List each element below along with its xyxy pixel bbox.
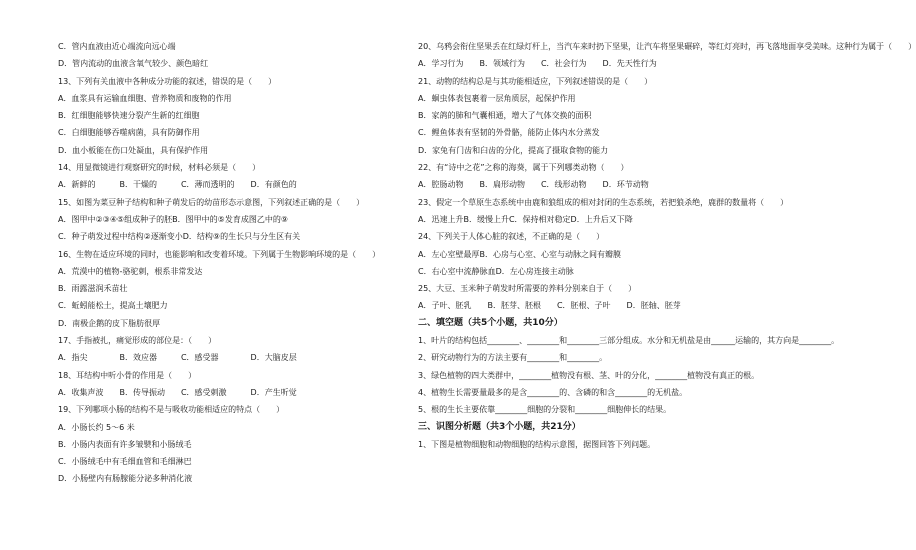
option-line: A．收集声波 B．传导振动 C．感受刺激 D．产生听觉: [58, 387, 297, 397]
option-line: D．血小板能在伤口处凝血，具有保护作用: [58, 145, 209, 155]
left-column: [58, 38, 388, 488]
question-line: 3、绿色植物的四大类群中，________植物没有根、茎、叶的分化，________植物没有真正的根。: [418, 370, 760, 380]
question-line: 23、假定一个草原生态系统中由鹿和狼组成的相对封闭的生态系统，若把狼杀绝，鹿群的数量将（ ）: [418, 197, 789, 207]
option-line: B．家鸽的肺和气囊相通，增大了气体交换的面积: [418, 111, 592, 121]
option-line: A．新鲜的 B．干燥的 C．薄而透明的 D．有颜色的: [58, 180, 297, 190]
right-column: [418, 38, 916, 453]
question-line: 15、如图为菜豆种子结构和种子萌发后的幼苗形态示意图，下列叙述正确的是（ ）: [58, 197, 365, 207]
option-line: D．南极企鹅的皮下脂肪很厚: [58, 318, 161, 328]
question-line: 4、植物生长需要量最多的是含________的、含磷的和含________的无机盐。: [418, 387, 688, 397]
option-line: C．鲤鱼体表有坚韧的外骨骼，能防止体内水分蒸发: [418, 128, 600, 138]
option-line: A．蛔虫体表包裹着一层角质层，起保护作用: [418, 93, 576, 103]
option-line: B．小肠内表面有许多皱襞和小肠绒毛: [58, 439, 192, 449]
option-line: C．白细胞能够吞噬病菌，具有防御作用: [58, 128, 200, 138]
option-line: D．家兔有门齿和臼齿的分化，提高了摄取食物的能力: [418, 145, 609, 155]
option-line: C．蚯蚓能松土，提高土壤肥力: [58, 301, 168, 311]
question-line: 2、研究动物行为的方法主要有________和________。: [418, 353, 608, 363]
question-line: 1、下图是植物细胞和动物细胞的结构示意图，据图回答下列问题。: [418, 439, 656, 449]
question-line: 14、用显微镜进行观察研究的时候，材料必须是（ ）: [58, 163, 261, 173]
option-line: A．图甲中②③④⑤组成种子的胚B．图甲中的⑤发育成图乙中的⑨: [58, 214, 288, 224]
option-line: B．雨露滋润禾苗壮: [58, 284, 128, 294]
section-heading: 二、填空题（共5个小题，共10分）: [418, 317, 563, 328]
question-line: 19、下列哪项小肠的结构不是与吸收功能相适应的特点（ ）: [58, 405, 285, 415]
section-heading: 三、识图分析题（共3个小题，共21分）: [418, 421, 581, 432]
option-line: A．血浆具有运输血细胞、营养物质和废物的作用: [58, 93, 232, 103]
option-line: D．小肠壁内有肠腺能分泌多种消化液: [58, 474, 193, 484]
question-line: 16、生物在适应环境的同时，也能影响和改变着环境。下列属于生物影响环境的是（ ）: [58, 249, 381, 259]
question-line: 20、乌鸦会衔住坚果丢在红绿灯杆上，当汽车来时扔下坚果，让汽车将坚果碾碎，等红灯亮时，再飞落地面享受美味。这种行为属于（ ）: [418, 42, 916, 51]
option-line: A．腔肠动物 B．扁形动物 C．线形动物 D．环节动物: [418, 180, 649, 190]
question-line: 5、根的生长主要依靠________细胞的分裂和________细胞伸长的结果。: [418, 405, 672, 415]
option-line: A．左心室壁最厚B．心房与心室、心室与动脉之间有瓣膜: [418, 249, 621, 259]
option-line: A．小肠长约 5～6 米: [58, 422, 135, 432]
question-line: 22、有“诗中之花”之称的海葵，属于下列哪类动物（ ）: [418, 163, 629, 173]
option-line: C．种子萌发过程中结构②逐渐变小D．结构⑨的生长只与分生区有关: [58, 232, 301, 242]
question-line: 17、手指被扎，痛觉形成的部位是：（ ）: [58, 336, 217, 346]
option-line: A．迅速上升B．缓慢上升C．保持相对稳定D．上升后又下降: [418, 214, 633, 224]
option-line: B．红细胞能够快速分裂产生新的红细胞: [58, 111, 200, 121]
question-line: 13、下列有关血液中各种成分功能的叙述，错误的是（ ）: [58, 76, 277, 86]
text-line: C．管内血液由近心端流向远心端: [58, 42, 176, 51]
question-line: 1、叶片的结构包括________、________和________三部分组成。水分和无机盐是由______运输的，其方向是________。: [418, 336, 840, 346]
option-line: A．子叶、胚乳 B．胚芽、胚根 C．胚根、子叶 D．胚轴、胚芽: [418, 301, 681, 311]
question-line: 25、大豆、玉米种子萌发时所需要的养料分别来自于（ ）: [418, 284, 637, 294]
option-line: C．小肠绒毛中有毛细血管和毛细淋巴: [58, 457, 192, 467]
question-line: 24、下列关于人体心脏的叙述，不正确的是（ ）: [418, 232, 605, 242]
option-line: A．荒漠中的植物-骆驼刺，根系非常发达: [58, 266, 203, 276]
option-line: A．学习行为 B．领域行为 C．社会行为 D．先天性行为: [418, 59, 657, 69]
option-line: C．右心室中流静脉血D．左心房连接主动脉: [418, 266, 574, 276]
question-line: 18、耳结构中听小骨的作用是（ ）: [58, 370, 197, 380]
text-line: D．管内流动的血液含氧气较少、颜色暗红: [58, 59, 209, 69]
question-line: 21、动物的结构总是与其功能相适应，下列叙述错误的是（ ）: [418, 76, 653, 86]
option-line: A．指尖 B．效应器 C．感受器 D．大脑皮层: [58, 353, 297, 363]
